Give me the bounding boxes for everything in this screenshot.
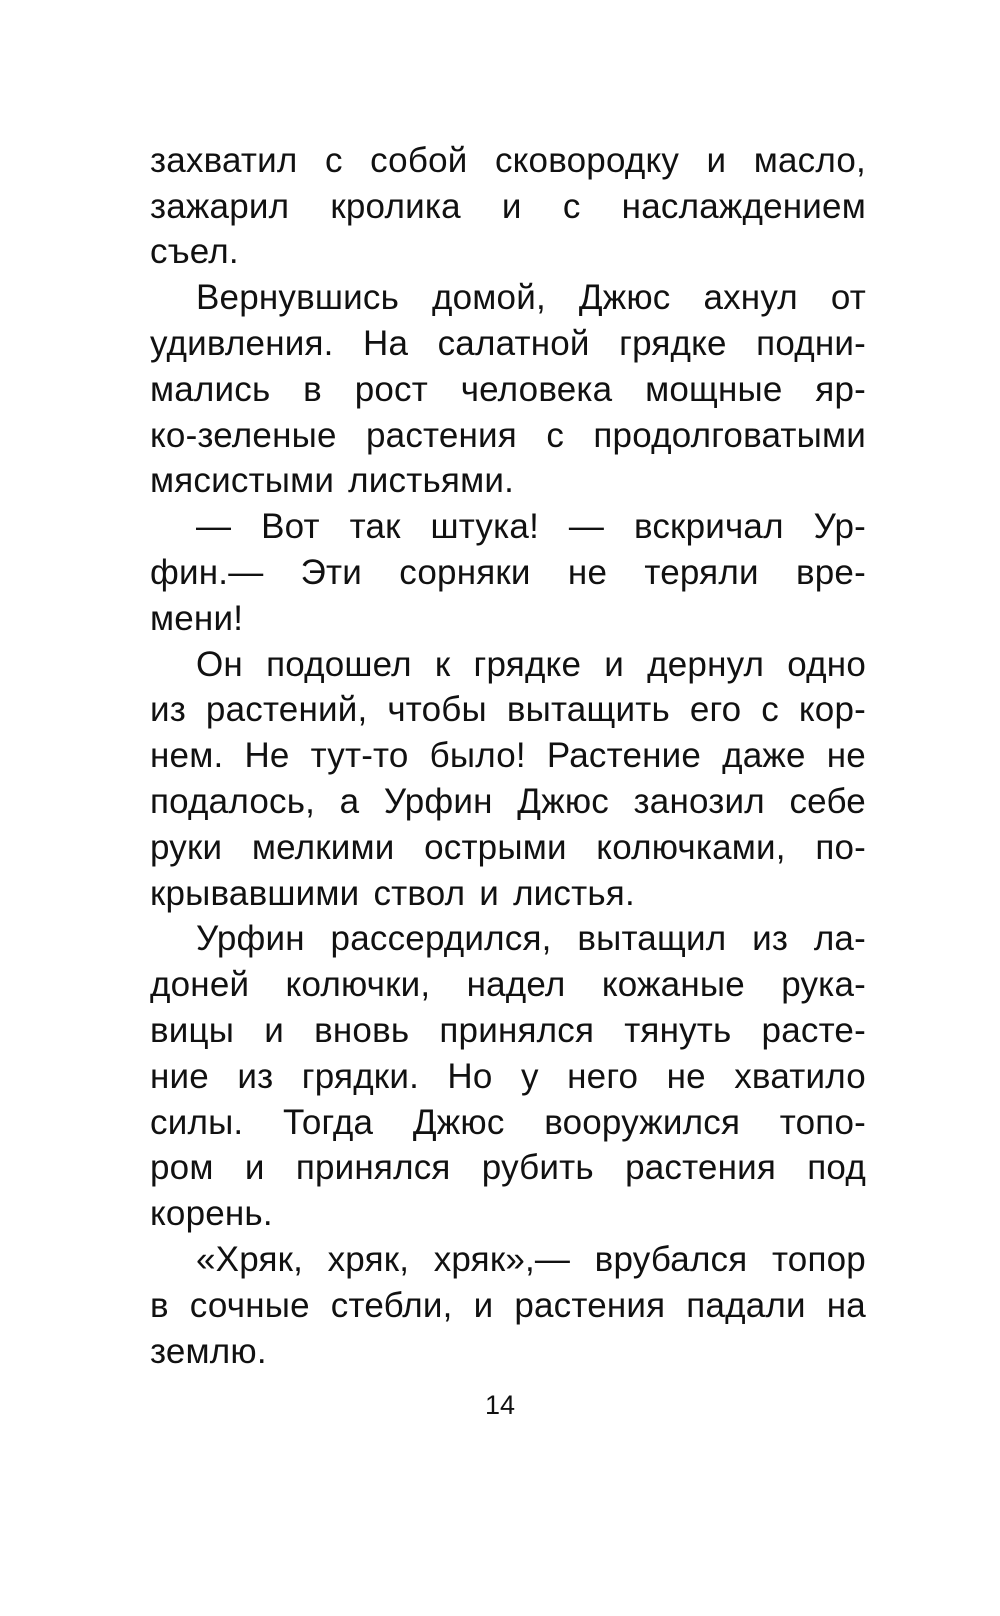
- word: ла-: [813, 919, 866, 959]
- word: так: [349, 507, 401, 547]
- text-line: [150, 1237, 866, 1283]
- page-number: 14: [484, 1390, 516, 1420]
- word: в: [303, 369, 322, 409]
- word: даже: [722, 736, 806, 776]
- word: зажарил: [150, 186, 290, 226]
- word: вновь: [314, 1011, 410, 1051]
- text-line: [150, 321, 866, 367]
- text-line: [150, 1329, 866, 1375]
- word: у: [521, 1056, 539, 1096]
- word: нем.: [150, 736, 224, 776]
- word: мались: [150, 369, 271, 409]
- word: из: [150, 690, 186, 730]
- text-line: [150, 596, 866, 642]
- word: а: [339, 782, 360, 822]
- word: Не: [244, 736, 290, 776]
- word: хряк»,—: [433, 1240, 571, 1280]
- word: наслаждением: [621, 186, 866, 226]
- word: и: [501, 186, 522, 226]
- word: Вот: [261, 507, 320, 547]
- text-line: [150, 1146, 866, 1192]
- word: к: [434, 644, 451, 684]
- word: и: [706, 140, 727, 180]
- word: в: [150, 1285, 169, 1325]
- word: корень.: [150, 1194, 273, 1234]
- word: ром: [150, 1148, 214, 1188]
- word: кролика: [330, 186, 461, 226]
- word: крывавшими: [150, 873, 360, 913]
- word: не: [826, 736, 866, 776]
- word: занозил: [633, 782, 765, 822]
- word: сорняки: [399, 553, 531, 593]
- word: колючки,: [285, 965, 431, 1005]
- body-text: [150, 138, 866, 1375]
- word: острыми: [424, 827, 567, 867]
- text-line: [150, 1008, 866, 1054]
- word: масло,: [753, 140, 866, 180]
- word: от: [830, 278, 866, 318]
- word: стебли,: [330, 1285, 453, 1325]
- text-line: [150, 1054, 866, 1100]
- word: с: [562, 186, 581, 226]
- text-line: [150, 733, 866, 779]
- word: подошел: [266, 644, 412, 684]
- word: яр-: [815, 369, 866, 409]
- word: Джюс: [412, 1102, 505, 1142]
- text-line: [150, 550, 866, 596]
- word: и: [244, 1148, 265, 1188]
- word: растения: [514, 1285, 666, 1325]
- word: подни-: [756, 324, 866, 364]
- word: себе: [789, 782, 866, 822]
- word: топо-: [779, 1102, 866, 1142]
- word: растения: [625, 1148, 777, 1188]
- word: тянуть: [624, 1011, 732, 1051]
- word: Растение: [546, 736, 702, 776]
- word: руки: [150, 827, 223, 867]
- text-line: [150, 642, 866, 688]
- word: рассердился,: [330, 919, 552, 959]
- text-line: [150, 1100, 866, 1146]
- word: На: [363, 324, 409, 364]
- word: —: [196, 507, 232, 547]
- word: Джюс: [578, 278, 671, 318]
- word: Он: [196, 644, 243, 684]
- word: не: [567, 553, 608, 593]
- word: мелкими: [251, 827, 395, 867]
- word: Ур-: [813, 507, 866, 547]
- word: принялся: [439, 1011, 595, 1051]
- word: штука!: [430, 507, 539, 547]
- text-line: [150, 688, 866, 734]
- word: тут-то: [310, 736, 409, 776]
- text-line: [150, 917, 866, 963]
- word: захватил: [150, 140, 298, 180]
- word: и: [604, 644, 625, 684]
- text-line: [150, 825, 866, 871]
- word: было!: [429, 736, 526, 776]
- word: растения: [365, 415, 517, 455]
- word: колючками,: [596, 827, 786, 867]
- word: одно: [787, 644, 866, 684]
- word: чтобы: [387, 690, 487, 730]
- text-line: [150, 459, 866, 505]
- word: на: [826, 1285, 866, 1325]
- word: вре-: [795, 553, 866, 593]
- text-line: [150, 230, 866, 276]
- text-line: [150, 962, 866, 1008]
- word: домой,: [432, 278, 546, 318]
- word: рост: [354, 369, 428, 409]
- text-line: [150, 275, 866, 321]
- word: кор-: [798, 690, 866, 730]
- word: растений,: [205, 690, 368, 730]
- word: сковородку: [494, 140, 680, 180]
- text-line: [150, 413, 866, 459]
- word: врубался: [594, 1240, 748, 1280]
- word: —: [568, 507, 605, 547]
- word: по-: [815, 827, 866, 867]
- word: подалось,: [150, 782, 316, 822]
- word: не: [666, 1056, 706, 1096]
- text-line: [150, 504, 866, 550]
- word: Тогда: [283, 1102, 374, 1142]
- word: грядке: [619, 324, 727, 364]
- word: теряли: [644, 553, 759, 593]
- text-line: [150, 1283, 866, 1329]
- word: вытащить: [506, 690, 670, 730]
- word: листья.: [513, 873, 635, 913]
- word: с: [761, 690, 779, 730]
- word: Джюс: [517, 782, 609, 822]
- text-line: [150, 184, 866, 230]
- word: собой: [370, 140, 468, 180]
- word: из: [752, 919, 789, 959]
- word: с: [546, 415, 565, 455]
- word: доней: [150, 965, 250, 1005]
- word: и: [479, 873, 500, 913]
- word: под: [807, 1148, 866, 1188]
- word: расте-: [761, 1011, 866, 1051]
- word: принялся: [295, 1148, 451, 1188]
- word: вицы: [150, 1011, 235, 1051]
- text-line: [150, 367, 866, 413]
- word: «Хряк,: [196, 1240, 304, 1280]
- word: Вернувшись: [196, 278, 400, 318]
- word: с: [324, 140, 343, 180]
- word: Урфин: [196, 919, 305, 959]
- word: сочные: [189, 1285, 310, 1325]
- word: человека: [460, 369, 613, 409]
- word: топор: [771, 1240, 866, 1280]
- word: и: [264, 1011, 284, 1051]
- word: рука-: [781, 965, 866, 1005]
- word: ние: [150, 1056, 209, 1096]
- word: грядке: [473, 644, 582, 684]
- word: листьями.: [348, 461, 515, 501]
- text-line: [150, 138, 866, 184]
- text-line: [150, 779, 866, 825]
- word: Но: [447, 1056, 493, 1096]
- word: ствол: [373, 873, 466, 913]
- word: землю.: [150, 1331, 267, 1371]
- text-line: [150, 1191, 866, 1237]
- word: Урфин: [383, 782, 493, 822]
- word: продолговатыми: [593, 415, 866, 455]
- word: вскричал: [633, 507, 784, 547]
- word: надел: [466, 965, 566, 1005]
- word: грядки.: [301, 1056, 419, 1096]
- word: падали: [686, 1285, 806, 1325]
- word: мясистыми: [150, 461, 335, 501]
- word: ко-зеленые: [150, 415, 337, 455]
- word: силы.: [150, 1102, 244, 1142]
- word: вытащил: [577, 919, 727, 959]
- word: Эти: [300, 553, 363, 593]
- word: съел.: [150, 232, 239, 272]
- word: и: [473, 1285, 494, 1325]
- word: кожаные: [601, 965, 745, 1005]
- word: дернул: [647, 644, 765, 684]
- text-line: [150, 871, 866, 917]
- word: мощные: [645, 369, 783, 409]
- word: хряк,: [327, 1240, 410, 1280]
- word: салатной: [437, 324, 590, 364]
- word: удивления.: [150, 324, 334, 364]
- word: вооружился: [544, 1102, 741, 1142]
- word: мени!: [150, 598, 244, 638]
- word: хватило: [734, 1056, 866, 1096]
- word: рубить: [481, 1148, 594, 1188]
- word: фин.—: [150, 553, 264, 593]
- word: него: [567, 1056, 639, 1096]
- word: из: [237, 1056, 274, 1096]
- word: его: [689, 690, 742, 730]
- word: ахнул: [703, 278, 798, 318]
